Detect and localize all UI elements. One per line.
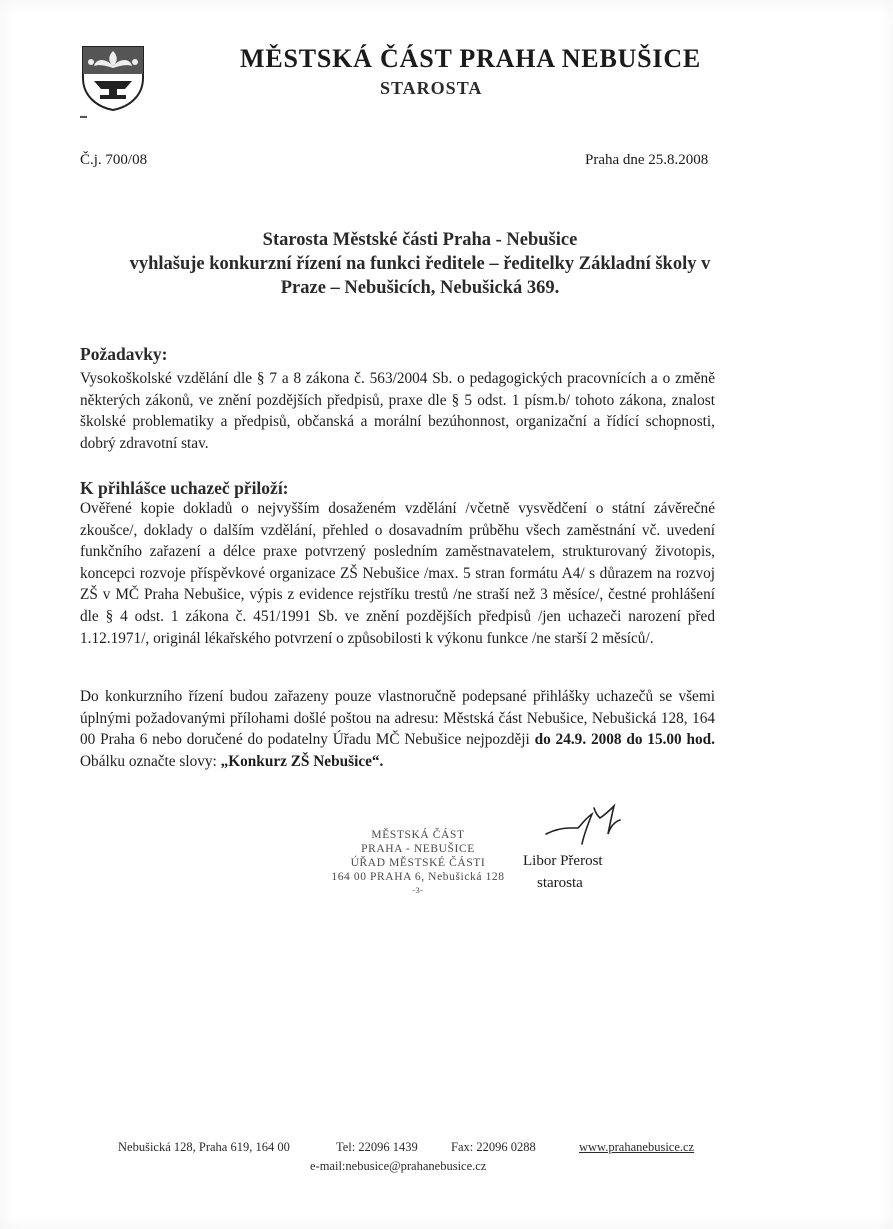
crest-mark: ▬ — [80, 112, 87, 120]
stamp-line-4: 164 00 PRAHA 6, Nebušická 128 — [331, 871, 505, 883]
attachments-heading: K přihlášce uchazeč přiloží: — [80, 478, 289, 498]
deadline: do 24.9. 2008 do 15.00 hod. — [534, 731, 715, 749]
signer-block — [523, 850, 603, 894]
reference-number: Č.j. 700/08 — [80, 152, 148, 168]
signer-role: starosta — [537, 875, 583, 891]
subject-line-1: Starosta Městské části Praha - Nebušice — [262, 230, 578, 250]
attachments-text: Ověřené kopie dokladů o nejvyšším dosaženém vzdělání /včetně vysvědčení o státní závěrečné zkoušce/, doklady o dalším vzdělání, přehled o dosavadním průběhu všech zaměstnání vč. uvedení funkčního zařazení a délce praxe potvrzený posledním zaměstnavatelem, strukturovaný životopis, koncepci rozvoje příspěvkové organizace ZŠ Nebušice /max. 5 stran formátu A4/ s důrazem na rozvoj ZŠ v MČ Praha Nebušice, výpis z evidence rejstříku trestů /ne straší než 3 měsíce/, čestné prohlášení dle § 4 odst. 1 zákona č. 451/1991 Sb. ve znění pozdějších předpisů /jen uchazeči narození před 1.12.1971/, originál lékařského potvrzení o způsobilosti k výkonu funkce /ne starší 2 měsíců/. — [80, 500, 715, 647]
footer-email[interactable]: e-mail:nebusice@prahanebusice.cz — [310, 1159, 487, 1173]
official-stamp — [318, 828, 518, 898]
signer-name: Libor Přerost — [523, 853, 603, 869]
envelope-mark-intro: Obálku označte slovy: — [80, 752, 221, 770]
letterhead-title: MĚSTSKÁ ČÁST PRAHA NEBUŠICE — [240, 44, 702, 73]
subject-line-3: Praze – Nebušicích, Nebušická 369. — [280, 278, 560, 298]
envelope-mark: „Konkurz ZŠ Nebušice“. — [220, 752, 384, 770]
requirements-heading: Požadavky: — [80, 344, 168, 364]
closing-text: Do konkurzního řízení budou zařazeny pouze vlastnoručně podepsané přihlášky uchazečů se všemi úplnými požadovanými přílohami došlé poštou na adresu: Městská část Nebušice, Nebušická 128, 164 00 Praha 6 nebo doručené do podatelny Úřadu MČ Nebušice nejpozději — [80, 688, 715, 749]
letter-date: Praha dne 25.8.2008 — [585, 152, 709, 168]
stamp-line-2: PRAHA - NEBUŠICE — [361, 843, 475, 855]
requirements-text: Vysokoškolské vzdělání dle § 7 a 8 zákona č. 563/2004 Sb. o pedagogických pracovnících a o změně některých zákonů, ve znění pozdějších předpisů, praxe dle § 5 odst. 1 písm.b/ tohoto zákona, znalost školské problematiky a předpisů, občanská a morální bezúhonnost, organizační a řídící schopnosti, dobrý zdravotní stav. — [80, 370, 715, 452]
letterhead-subtitle: STAROSTA — [380, 78, 483, 98]
subject-line-2: vyhlašuje konkurzní řízení na funkci ředitele – ředitelky Základní školy v — [129, 254, 711, 274]
stamp-line-3: ÚŘAD MĚSTSKÉ ČÁSTI — [350, 857, 486, 869]
footer-telephone: Tel: 22096 1439 — [336, 1140, 418, 1154]
footer — [118, 1138, 694, 1176]
footer-website-link[interactable]: www.prahanebusice.cz — [579, 1140, 695, 1154]
closing-paragraph — [80, 686, 715, 772]
footer-fax: Fax: 22096 0288 — [451, 1140, 536, 1154]
subject-block — [70, 228, 770, 300]
coat-of-arms-icon — [80, 44, 146, 112]
stamp-line-5: -3- — [412, 886, 424, 895]
stamp-line-1: MĚSTSKÁ ČÁST — [371, 829, 465, 841]
footer-address: Nebušická 128, Praha 619, 164 00 — [118, 1140, 290, 1154]
